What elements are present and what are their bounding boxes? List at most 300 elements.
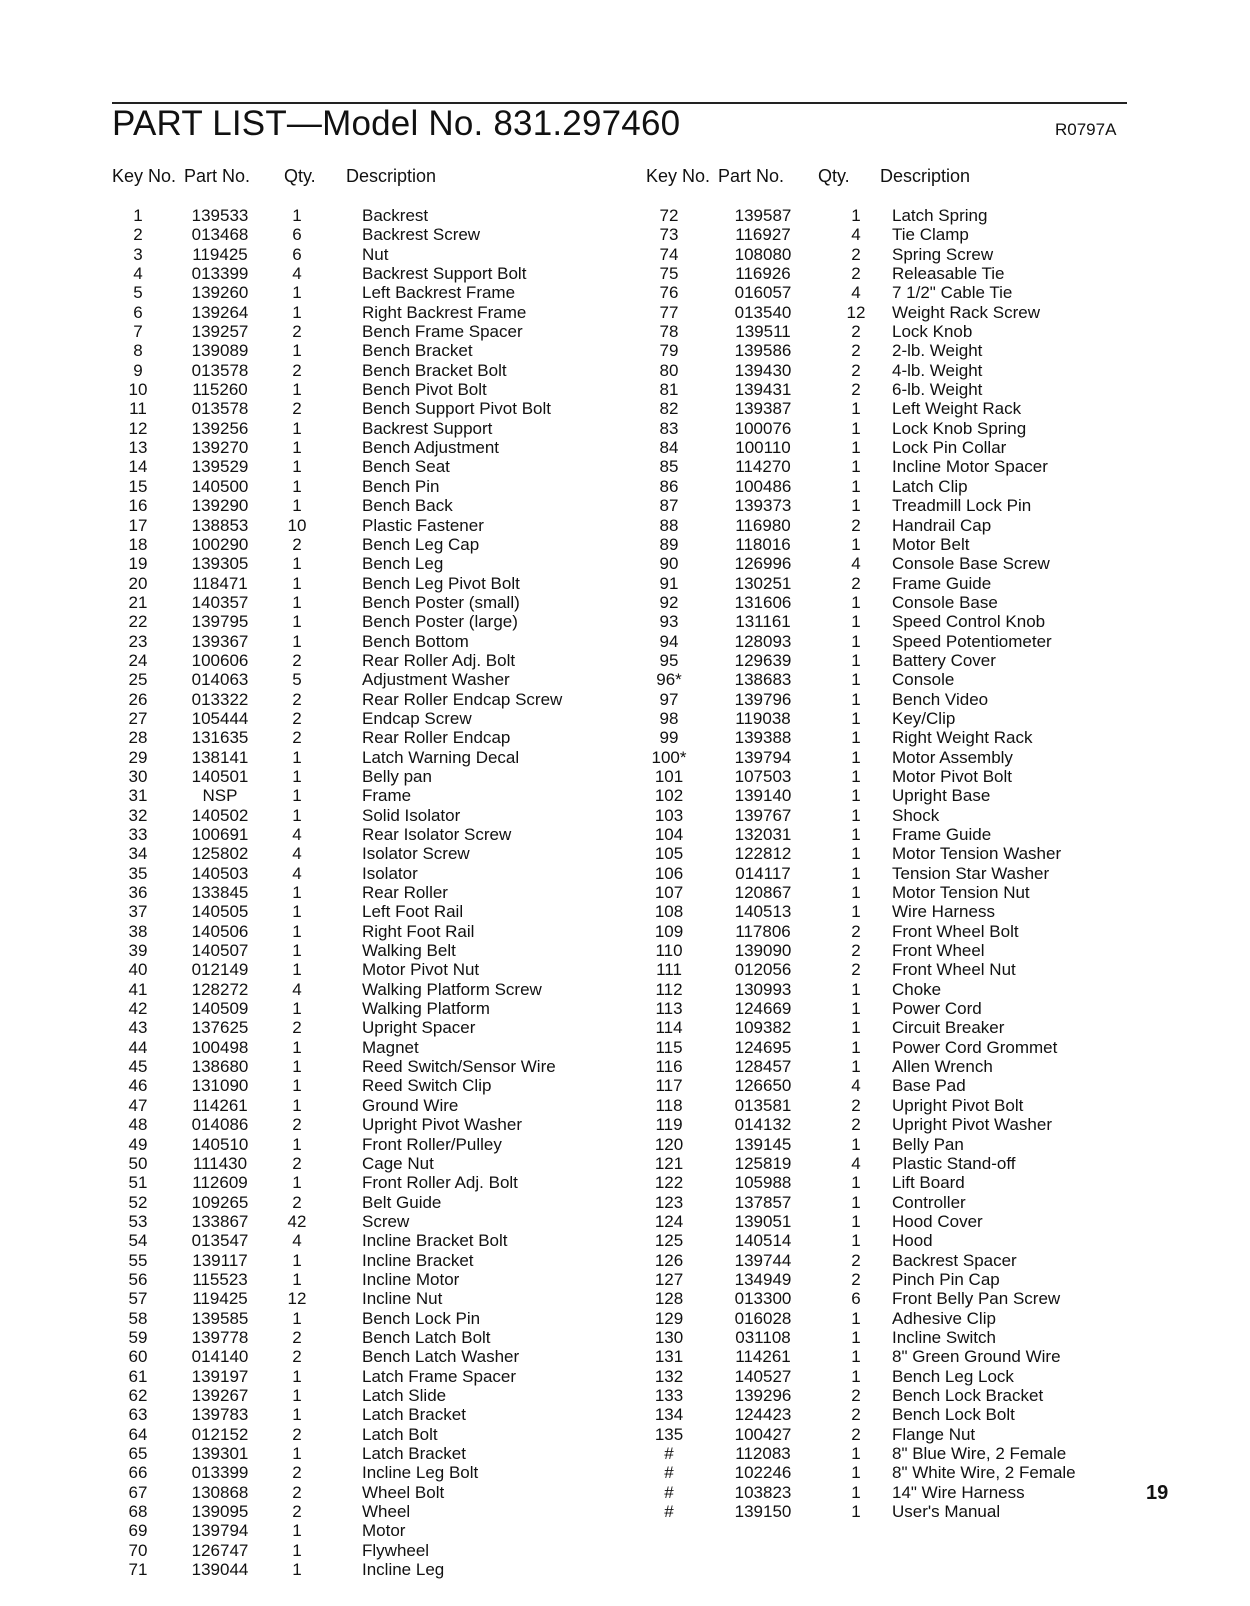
part-qty: 2 <box>292 650 302 670</box>
part-qty: 1 <box>851 1327 861 1347</box>
part-key-no: 19 <box>128 554 148 574</box>
part-qty: 2 <box>292 399 302 419</box>
part-qty: 2 <box>292 1115 302 1135</box>
part-key-no: 81 <box>659 380 679 400</box>
table-row <box>646 1251 1162 1270</box>
table-row <box>112 1483 632 1502</box>
part-description: Bench Leg Pivot Bolt <box>362 573 520 593</box>
part-qty: 1 <box>851 1444 861 1463</box>
part-number: 139744 <box>734 1250 792 1270</box>
part-description: 4-lb. Weight <box>892 360 983 380</box>
part-number: 119425 <box>192 1289 248 1309</box>
part-description: Incline Switch <box>892 1327 996 1347</box>
part-qty: 2 <box>851 341 861 361</box>
table-row <box>646 980 1162 999</box>
part-key-no: 110 <box>655 941 683 961</box>
part-description: Right Foot Rail <box>362 921 475 941</box>
part-description: Backrest Support Bolt <box>362 264 527 284</box>
part-qty: 10 <box>287 515 307 535</box>
part-key-no: 113 <box>655 999 683 1019</box>
part-description: Motor Belt <box>892 534 970 554</box>
table-row <box>112 1193 632 1212</box>
part-key-no: 70 <box>128 1540 148 1560</box>
part-qty: 4 <box>851 554 861 574</box>
part-description: Releasable Tie <box>892 264 1005 284</box>
part-number: 013578 <box>191 399 249 419</box>
table-row <box>646 1057 1162 1076</box>
part-qty: 1 <box>851 844 861 864</box>
part-number: 139264 <box>191 302 249 322</box>
part-number: 139270 <box>191 438 249 458</box>
part-key-no: 133 <box>654 1385 684 1405</box>
table-row <box>112 399 632 418</box>
part-description: Bench Lock Bolt <box>892 1405 1015 1425</box>
part-number: 128272 <box>191 979 249 999</box>
part-key-no: 60 <box>128 1347 148 1367</box>
part-description: Incline Leg Bolt <box>362 1463 479 1483</box>
part-key-no: 27 <box>128 708 148 728</box>
part-description: 6-lb. Weight <box>892 380 983 400</box>
table-row <box>112 1347 632 1366</box>
part-number: 139796 <box>734 689 792 709</box>
part-description: Hood Cover <box>892 1211 983 1231</box>
part-number: 139533 <box>191 206 249 225</box>
part-description: Rear Roller Endcap <box>362 728 511 748</box>
part-key-no: 67 <box>128 1482 148 1502</box>
table-row <box>112 864 632 883</box>
part-key-no: 125 <box>654 1231 684 1251</box>
part-description: Rear Roller Endcap Screw <box>362 689 563 709</box>
part-number: 031108 <box>735 1327 791 1347</box>
part-number: 013581 <box>734 1095 792 1115</box>
part-key-no: 63 <box>128 1405 148 1425</box>
part-number: NSP <box>202 786 238 806</box>
part-qty: 2 <box>292 322 302 342</box>
part-description: Battery Cover <box>892 650 996 670</box>
part-qty: 1 <box>292 341 302 361</box>
table-row <box>112 1096 632 1115</box>
table-row <box>112 1328 632 1347</box>
part-number: 014140 <box>191 1347 249 1367</box>
table-row <box>112 438 632 457</box>
part-qty: 1 <box>292 999 302 1019</box>
part-description: Lock Knob Spring <box>892 418 1027 438</box>
table-row <box>646 1289 1162 1308</box>
part-qty: 1 <box>292 612 302 632</box>
table-row <box>112 1154 632 1173</box>
part-key-no: 118 <box>655 1095 683 1115</box>
part-number: 139305 <box>191 554 249 574</box>
part-key-no: 109 <box>654 921 684 941</box>
part-key-no: 11 <box>129 399 147 419</box>
part-number: 120867 <box>734 883 792 903</box>
column-headers <box>112 166 632 192</box>
part-number: 013322 <box>191 689 249 709</box>
table-row <box>112 1405 632 1424</box>
table-row <box>112 1251 632 1270</box>
part-number: 139373 <box>734 496 792 516</box>
part-key-no: # <box>664 1502 674 1522</box>
part-qty: 4 <box>292 979 302 999</box>
part-description: Bench Support Pivot Bolt <box>362 399 552 419</box>
table-row <box>112 1289 632 1308</box>
part-key-no: 86 <box>659 476 679 496</box>
part-description: Front Roller Adj. Bolt <box>362 1173 518 1193</box>
part-description: Walking Platform Screw <box>362 979 542 999</box>
table-row <box>112 806 632 825</box>
part-key-no: 78 <box>659 322 679 342</box>
part-description: 2-lb. Weight <box>892 341 983 361</box>
part-key-no: 128 <box>654 1289 684 1309</box>
part-number: 016028 <box>734 1308 792 1328</box>
part-key-no: 107 <box>654 883 684 903</box>
part-qty: 2 <box>851 1385 861 1405</box>
header-qty: Qty. <box>818 166 850 186</box>
part-qty: 4 <box>851 1153 861 1173</box>
part-number: 139290 <box>191 496 249 516</box>
part-number: 118016 <box>735 534 791 554</box>
part-description: Motor <box>362 1521 406 1541</box>
part-number: 116927 <box>735 225 791 245</box>
part-number: 139795 <box>191 612 249 632</box>
part-description: Left Weight Rack <box>892 399 1022 419</box>
part-number: 107503 <box>734 766 792 786</box>
part-description: Bench Bottom <box>362 631 469 651</box>
part-key-no: 121 <box>654 1153 684 1173</box>
part-description: Speed Control Knob <box>892 612 1046 632</box>
part-number: 016057 <box>734 283 792 303</box>
part-number: 115260 <box>192 380 248 400</box>
part-key-no: 69 <box>128 1521 148 1541</box>
part-qty: 1 <box>851 1211 861 1231</box>
part-key-no: 114 <box>655 1018 683 1038</box>
part-number: 139140 <box>734 786 792 806</box>
part-number: 100691 <box>191 825 249 844</box>
part-description: Bench Lock Bracket <box>892 1385 1044 1405</box>
part-key-no: 32 <box>128 805 148 825</box>
part-description: Frame Guide <box>892 825 992 844</box>
part-description: Backrest Spacer <box>892 1250 1017 1270</box>
header-description: Description <box>346 166 437 186</box>
part-description: Latch Bracket <box>362 1444 466 1463</box>
part-key-no: 94 <box>659 631 679 651</box>
part-key-no: 58 <box>128 1308 148 1328</box>
part-description: Magnet <box>362 1037 419 1057</box>
part-qty: 1 <box>851 1347 861 1367</box>
header-description: Description <box>880 166 971 186</box>
part-key-no: 56 <box>128 1269 148 1289</box>
part-description: 8" Blue Wire, 2 Female <box>892 1444 1067 1463</box>
table-row <box>646 825 1162 844</box>
part-description: Circuit Breaker <box>892 1018 1005 1038</box>
part-description: Speed Potentiometer <box>892 631 1052 651</box>
part-qty: 2 <box>292 1502 302 1522</box>
part-key-no: 38 <box>128 921 148 941</box>
table-row <box>646 864 1162 883</box>
part-qty: 2 <box>292 1463 302 1483</box>
part-key-no: 39 <box>128 941 148 961</box>
part-description: Incline Motor <box>362 1269 460 1289</box>
part-qty: 1 <box>851 999 861 1019</box>
part-qty: 6 <box>292 244 302 264</box>
part-description: Front Belly Pan Screw <box>892 1289 1061 1309</box>
part-key-no: 53 <box>128 1211 148 1231</box>
table-row <box>112 1444 632 1463</box>
part-description: Lock Knob <box>892 322 973 342</box>
table-row <box>646 1444 1162 1463</box>
part-key-no: 61 <box>128 1366 148 1386</box>
table-row <box>646 690 1162 709</box>
part-qty: 2 <box>851 1115 861 1135</box>
part-qty: 4 <box>292 1231 302 1251</box>
table-row <box>112 980 632 999</box>
part-description: Upright Pivot Washer <box>362 1115 522 1135</box>
part-qty: 1 <box>292 805 302 825</box>
part-number: 131635 <box>191 728 249 748</box>
part-description: Upright Pivot Bolt <box>892 1095 1024 1115</box>
table-row <box>112 245 632 264</box>
table-row <box>112 496 632 515</box>
part-qty: 1 <box>851 902 861 922</box>
table-row <box>646 999 1162 1018</box>
table-row <box>112 554 632 573</box>
part-description: Bench Lock Pin <box>362 1308 481 1328</box>
part-description: Latch Bracket <box>362 1405 466 1425</box>
part-description: Power Cord <box>892 999 982 1019</box>
part-description: 14" Wire Harness <box>892 1482 1025 1502</box>
table-row <box>646 632 1162 651</box>
table-row <box>646 1386 1162 1405</box>
part-number: 133845 <box>191 883 249 903</box>
part-description: Frame <box>362 786 412 806</box>
part-qty: 1 <box>292 496 302 516</box>
part-number: 124669 <box>734 999 792 1019</box>
part-number: 013399 <box>191 264 249 284</box>
table-row <box>646 1212 1162 1231</box>
part-number: 105988 <box>734 1173 792 1193</box>
table-row <box>646 554 1162 573</box>
part-key-no: 112 <box>655 979 683 999</box>
table-row <box>646 419 1162 438</box>
table-row <box>646 535 1162 554</box>
table-row <box>646 1405 1162 1424</box>
part-key-no: 117 <box>655 1076 683 1096</box>
part-number: 112609 <box>192 1173 248 1193</box>
part-number: 114261 <box>192 1095 248 1115</box>
part-number: 100486 <box>734 476 792 496</box>
part-number: 126747 <box>191 1540 249 1560</box>
part-number: 131090 <box>191 1076 249 1096</box>
table-row <box>112 902 632 921</box>
part-description: Treadmill Lock Pin <box>892 496 1032 516</box>
part-qty: 1 <box>292 418 302 438</box>
part-description: Front Wheel <box>892 941 985 961</box>
part-description: Isolator <box>362 863 418 883</box>
part-qty: 2 <box>292 1327 302 1347</box>
part-qty: 1 <box>851 612 861 632</box>
header-key-no: Key No. <box>646 166 711 186</box>
part-number: 140500 <box>191 476 249 496</box>
part-key-no: 44 <box>128 1037 148 1057</box>
part-number: 139117 <box>192 1250 248 1270</box>
part-number: 140514 <box>734 1231 792 1251</box>
part-description: Motor Tension Nut <box>892 883 1030 903</box>
part-description: Bench Latch Bolt <box>362 1327 491 1347</box>
table-row <box>646 1463 1162 1482</box>
part-qty: 1 <box>851 1482 861 1502</box>
part-key-no: 77 <box>659 302 679 322</box>
part-qty: 1 <box>292 1057 302 1077</box>
table-row <box>112 1425 632 1444</box>
part-description: Front Wheel Bolt <box>892 921 1019 941</box>
part-qty: 1 <box>292 1405 302 1425</box>
part-qty: 1 <box>292 1366 302 1386</box>
part-key-no: 66 <box>128 1463 148 1483</box>
part-description: Endcap Screw <box>362 708 472 728</box>
part-qty: 1 <box>851 534 861 554</box>
part-description: Solid Isolator <box>362 805 461 825</box>
part-key-no: 23 <box>128 631 148 651</box>
table-row <box>646 1096 1162 1115</box>
part-qty: 1 <box>851 689 861 709</box>
part-description: Backrest Support <box>362 418 493 438</box>
part-number: 124695 <box>734 1037 792 1057</box>
part-qty: 1 <box>851 438 861 458</box>
part-description: Flywheel <box>362 1540 430 1560</box>
part-key-no: 14 <box>128 457 148 477</box>
part-qty: 1 <box>292 1095 302 1115</box>
part-key-no: 21 <box>128 592 148 612</box>
part-key-no: 50 <box>128 1153 148 1173</box>
part-number: 108080 <box>734 244 792 264</box>
part-description: Bench Adjustment <box>362 438 500 458</box>
part-key-no: 99 <box>659 728 679 748</box>
table-row <box>112 1560 632 1579</box>
part-number: 100110 <box>735 438 791 458</box>
part-number: 140506 <box>191 921 249 941</box>
table-row <box>646 612 1162 631</box>
part-qty: 4 <box>851 225 861 245</box>
part-description: Front Roller/Pulley <box>362 1134 502 1154</box>
part-description: Latch Slide <box>362 1385 447 1405</box>
part-qty: 4 <box>851 283 861 303</box>
part-number: 122812 <box>734 844 792 864</box>
part-qty: 4 <box>851 1076 861 1096</box>
part-number: 139794 <box>734 747 792 767</box>
part-key-no: 120 <box>654 1134 684 1154</box>
part-qty: 1 <box>292 1269 302 1289</box>
part-description: Backrest <box>362 206 429 225</box>
part-qty: 4 <box>292 264 302 284</box>
table-row <box>112 690 632 709</box>
part-number: 139044 <box>191 1560 249 1580</box>
table-row <box>646 1328 1162 1347</box>
part-key-no: 42 <box>128 999 148 1019</box>
part-key-no: 25 <box>128 670 148 690</box>
part-qty: 2 <box>292 689 302 709</box>
part-qty: 1 <box>292 476 302 496</box>
part-key-no: 1 <box>133 206 143 225</box>
part-key-no: 127 <box>654 1269 684 1289</box>
table-row <box>112 1115 632 1134</box>
part-number: 139367 <box>191 631 249 651</box>
table-row <box>646 960 1162 979</box>
part-number: 139296 <box>734 1385 792 1405</box>
table-row <box>646 283 1162 302</box>
part-qty: 1 <box>292 1444 302 1463</box>
part-key-no: 87 <box>659 496 679 516</box>
part-qty: 1 <box>851 1018 861 1038</box>
part-description: Isolator Screw <box>362 844 470 864</box>
part-qty: 2 <box>292 1018 302 1038</box>
part-number: 139150 <box>734 1502 792 1522</box>
part-description: Bench Frame Spacer <box>362 322 523 342</box>
part-key-no: 17 <box>128 515 148 535</box>
table-row <box>112 1367 632 1386</box>
part-key-no: 82 <box>659 399 679 419</box>
part-qty: 1 <box>851 631 861 651</box>
part-key-no: 10 <box>128 380 148 400</box>
table-row <box>646 1309 1162 1328</box>
part-key-no: 116 <box>655 1057 683 1077</box>
part-key-no: 7 <box>133 322 143 342</box>
part-number: 132031 <box>734 825 792 844</box>
table-row <box>112 1038 632 1057</box>
part-qty: 1 <box>292 747 302 767</box>
table-row <box>112 883 632 902</box>
part-key-no: 26 <box>128 689 148 709</box>
part-qty: 1 <box>851 592 861 612</box>
table-row <box>646 883 1162 902</box>
part-qty: 1 <box>851 670 861 690</box>
part-description: Incline Bracket <box>362 1250 474 1270</box>
table-row <box>646 322 1162 341</box>
part-number: 013468 <box>191 225 249 245</box>
part-key-no: 54 <box>128 1231 148 1251</box>
table-row <box>112 341 632 360</box>
table-row <box>646 457 1162 476</box>
table-row <box>112 922 632 941</box>
part-number: 131161 <box>735 612 791 632</box>
part-description: Screw <box>362 1211 410 1231</box>
part-description: Bench Leg Cap <box>362 534 480 554</box>
table-row <box>112 1270 632 1289</box>
part-key-no: 89 <box>659 534 679 554</box>
part-description: Console <box>892 670 955 690</box>
part-key-no: 101 <box>654 766 684 786</box>
part-description: Motor Assembly <box>892 747 1013 767</box>
part-qty: 6 <box>292 225 302 245</box>
part-qty: 2 <box>851 322 861 342</box>
part-qty: 1 <box>851 786 861 806</box>
part-qty: 4 <box>292 844 302 864</box>
part-key-no: 79 <box>659 341 679 361</box>
part-qty: 2 <box>851 1405 861 1425</box>
part-key-no: 12 <box>128 418 148 438</box>
table-row <box>646 225 1162 244</box>
part-qty: 1 <box>851 476 861 496</box>
part-key-no: 84 <box>659 438 679 458</box>
part-qty: 1 <box>292 1173 302 1193</box>
part-description: Belly Pan <box>892 1134 964 1154</box>
part-key-no: 64 <box>128 1424 148 1444</box>
part-key-no: 76 <box>659 283 679 303</box>
part-qty: 1 <box>292 1540 302 1560</box>
parts-column-right <box>646 166 1162 1521</box>
part-description: Hood <box>892 1231 933 1251</box>
part-description: Rear Roller Adj. Bolt <box>362 650 516 670</box>
part-key-no: 40 <box>128 960 148 980</box>
